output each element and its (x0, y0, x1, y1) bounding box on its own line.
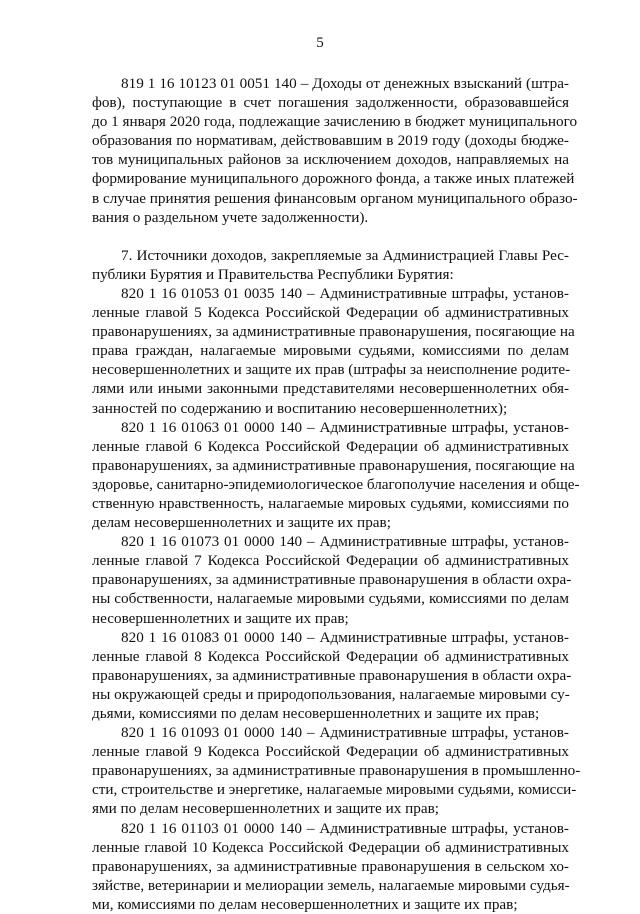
text-line: здоровье, санитарно-эпидемиологическое благополучие населения и обще- (92, 475, 580, 493)
text-line: 820 1 16 01073 01 0000 140 – Административные штрафы, установ- (121, 533, 569, 551)
text-line: ственную нравственность, налагаемые мировых судьями, комиссиями по (92, 494, 569, 512)
paragraph (92, 532, 572, 627)
text-line: вания о раздельном учете задолженности). (92, 208, 369, 226)
text-line: 820 1 16 01103 01 0000 140 – Административные штрафы, установ- (121, 819, 569, 837)
paragraph (92, 418, 580, 533)
text-line: ленные главой 6 Кодекса Российской Федерации об административных (92, 437, 569, 455)
text-line: ны окружающей среды и природопользования, налагаемые мировыми су- (92, 685, 570, 703)
text-line: ями по делам несовершеннолетних и защите их прав; (92, 800, 439, 818)
paragraph (92, 246, 569, 284)
text-line: сти, строительстве и энергетике, налагаемые мировыми судьями, комисси- (92, 781, 577, 799)
text-line: ленные главой 7 Кодекса Российской Федерации об административных (92, 552, 569, 570)
text-line: права граждан, налагаемые мировыми судьями, комиссиями по делам (92, 342, 569, 360)
text-line: ленные главой 10 Кодекса Российской Федерации об административных (92, 838, 569, 856)
paragraph (92, 819, 569, 914)
text-line: несовершеннолетних и защите их прав (штрафы за неисполнение родите- (92, 361, 571, 379)
text-line: правонарушениях, за административные правонарушения в промышленно- (92, 762, 581, 780)
text-line: правонарушениях, за административные правонарушения в области охра- (92, 666, 572, 684)
paragraph (92, 628, 572, 723)
text-line: правонарушениях, за административные правонарушения, посягающие на (92, 323, 575, 341)
text-line: ленные главой 8 Кодекса Российской Федерации об административных (92, 647, 569, 665)
text-line: зяйстве, ветеринарии и мелиорации земель, налагаемые мировыми судья- (92, 876, 570, 894)
text-line: публики Бурятия и Правительства Республики Бурятия: (92, 265, 454, 283)
text-line: делам несовершеннолетних и защите их прав; (92, 514, 391, 532)
text-line: ны собственности, налагаемые мировыми судьями, комиссиями по делам (92, 590, 569, 608)
text-line: правонарушениях, за административные правонарушения, посягающие на (92, 456, 575, 474)
text-line: 820 1 16 01083 01 0000 140 – Административные штрафы, установ- (121, 628, 569, 646)
text-line: правонарушениях, за административные правонарушения в сельском хо- (92, 857, 569, 875)
paragraph (92, 74, 578, 227)
text-line: фов), поступающие в счет погашения задолженности, образовавшейся (92, 94, 569, 112)
paragraph-gap (92, 227, 569, 246)
document-body (92, 74, 581, 914)
page-number: 5 (316, 35, 324, 51)
text-line: 819 1 16 10123 01 0051 140 – Доходы от денежных взысканий (штра- (121, 75, 569, 92)
text-line: 820 1 16 01093 01 0000 140 – Административные штрафы, установ- (121, 724, 569, 742)
text-line: 7. Источники доходов, закрепляемые за Администрацией Главы Рес- (121, 246, 569, 264)
text-line: занностей по содержанию и воспитанию несовершеннолетних); (92, 399, 508, 417)
text-line: ми, комиссиями по делам несовершеннолетних и защите их прав; (92, 895, 518, 913)
text-line: ленные главой 9 Кодекса Российской Федерации об административных (92, 743, 569, 761)
paragraph (92, 284, 575, 418)
paragraph (92, 723, 581, 818)
text-line: лями или иными законными представителями несовершеннолетних обя- (92, 380, 569, 398)
text-line: правонарушениях, за административные правонарушения в области охра- (92, 571, 572, 589)
text-line: несовершеннолетних и защите их прав; (92, 609, 349, 627)
text-line: в случае принятия решения финансовым органом муниципального образо- (92, 189, 578, 207)
text-line: формирование муниципального дорожного фонда, а также иных платежей (92, 170, 575, 188)
text-line: ленные главой 5 Кодекса Российской Федерации об административных (92, 304, 569, 322)
text-line: образования по нормативам, действовавшим в 2019 году (доходы бюдже- (92, 132, 569, 150)
text-line: тов муниципальных районов за исключением доходов, направляемых на (92, 151, 569, 169)
text-line: до 1 января 2020 года, подлежащие зачислению в бюджет муниципального (92, 113, 578, 131)
text-line: 820 1 16 01053 01 0035 140 – Административные штрафы, установ- (121, 284, 569, 302)
text-line: дьями, комиссиями по делам несовершеннолетних и защите их прав; (92, 705, 540, 722)
text-line: 820 1 16 01063 01 0000 140 – Административные штрафы, установ- (121, 418, 569, 436)
